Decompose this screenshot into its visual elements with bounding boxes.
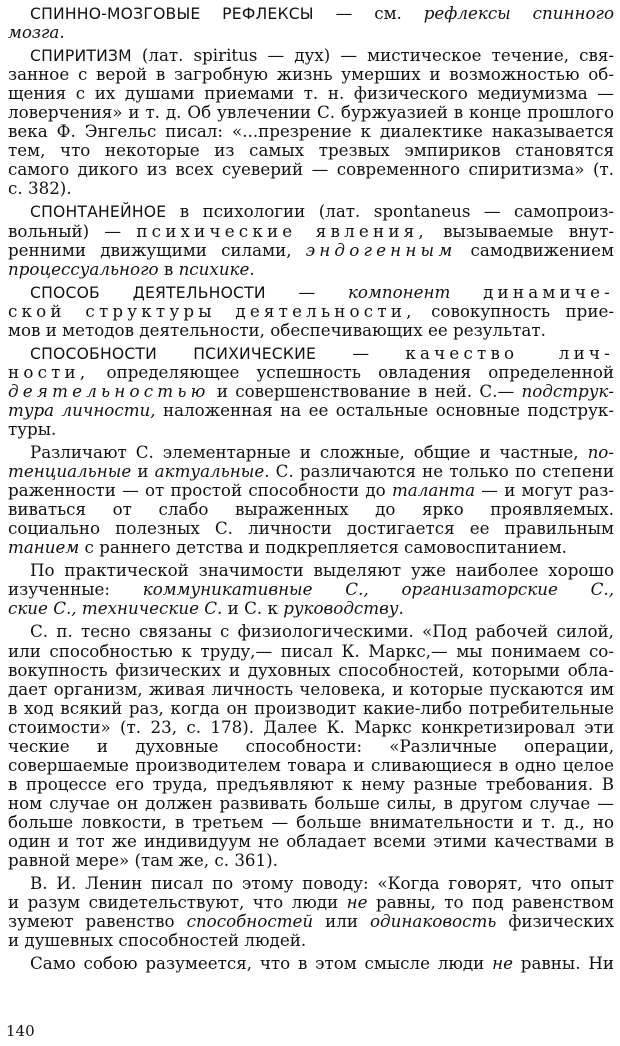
- text-line: ном случае он должен развивать больше силы, в другом случае —: [8, 793, 614, 813]
- text-line: ловерчения» и т. д. Об увлечении С. буржуазией в конце прошлого: [8, 103, 614, 123]
- text-line: мов и методов деятельности, обеспечивающих ее результат.: [8, 320, 546, 340]
- text-line: ности, определяющее успешность овладения определенной: [8, 362, 614, 382]
- text-line: Само собою разумеется, что в этом смысле люди не равны. Ни: [30, 954, 614, 974]
- text-line: в ход всякий раз, когда он производит какие-либо потребительные: [8, 698, 614, 718]
- text-line: деятельностью и совершенствование в ней. С.— подструк-: [8, 381, 614, 401]
- text-line: стоимости» (т. 23, с. 178). Далее К. Маркс конкретизировал эти: [8, 717, 614, 737]
- text-line: танием с раннего детства и подкрепляется самовоспитанием.: [8, 538, 567, 558]
- text-line: занное с верой в загробную жизнь умерших и возможностью об-: [8, 65, 614, 85]
- text-line: самого дикого из всех суеверий — современного спиритизма» (т.: [8, 160, 614, 180]
- text-line: в процессе его труда, предъявляют к нему разные требования. В: [8, 774, 614, 794]
- text-line: с. 382).: [8, 179, 72, 199]
- text-line: ской структуры деятельности, совокупность прие-: [8, 301, 614, 321]
- text-line: Различают С. элементарные и сложные, общие и частные, по-: [30, 443, 614, 463]
- text-line: СПОСОБ ДЕЯТЕЛЬНОСТИ — компонент динамиче-: [30, 282, 614, 302]
- text-line: тенциальные и актуальные. С. различаются не только по степени: [8, 462, 614, 482]
- text-line: изученные: коммуникативные С., организаторские С.,: [8, 580, 614, 600]
- text-line: С. п. тесно связаны с физиологическими. «Под рабочей силой,: [30, 622, 614, 642]
- text-line: вольный) — психические явления, вызываемые внут-: [8, 221, 614, 241]
- text-line: больше ловкости, в третьем — больше внимательности и т. д., но: [8, 812, 614, 832]
- text-line: социально полезных С. личности достигается ее правильным: [8, 519, 614, 539]
- text-line: совершаемые производителем товара и сливающиеся в одно целое: [8, 755, 614, 775]
- text-line: ренними движущими силами, эндогенным самодвижением: [8, 240, 614, 260]
- text-line: щения с их душами приемами т. н. физического медиумизма —: [8, 84, 614, 104]
- page-number: 140: [6, 1022, 35, 1040]
- text-line: равной мере» (там же, с. 361).: [8, 851, 278, 871]
- text-line: века Ф. Энгельс писал: «...презрение к диалектике наказывается: [8, 122, 614, 142]
- text-line: По практической значимости выделяют уже наиболее хорошо: [30, 561, 614, 581]
- text-line: вокупность физических и духовных способностей, которыми обла-: [8, 660, 614, 680]
- text-line: раженности — от простой способности до таланта — и могут раз-: [8, 481, 614, 501]
- text-line: или способностью к труду,— писал К. Маркс,— мы понимаем со-: [8, 641, 614, 661]
- text-line: тура личности, наложенная на ее остальные основные подструк-: [8, 400, 614, 420]
- text-line: СПИННО-МОЗГОВЫЕ РЕФЛЕКСЫ — см. рефлексы спинного: [30, 4, 614, 23]
- text-line: туры.: [8, 419, 57, 439]
- text-line: и разум свидетельствуют, что люди не равны, то под равенством: [8, 893, 614, 913]
- text-line: и душевных способностей людей.: [8, 931, 307, 951]
- text-line: мозга.: [8, 23, 65, 43]
- text-line: процессуального в психике.: [8, 259, 255, 279]
- text-line: зумеют равенство способностей или одинаковость физических: [8, 912, 614, 932]
- text-line: СПОНТАНЕЙНОЕ в психологии (лат. spontaneus — самопроиз-: [30, 202, 614, 222]
- text-line: один и тот же индивидуум не обладает всеми этими качествами в: [8, 831, 614, 851]
- text-line: тем, что некоторые из самых трезвых эмпириков становятся: [8, 141, 614, 161]
- text-line: ские С., технические С. и С. к руководству.: [8, 599, 404, 619]
- text-line: СПИРИТИЗМ (лат. spiritus — дух) — мистическое течение, свя-: [30, 46, 614, 66]
- text-line: В. И. Ленин писал по этому поводу: «Когда говорят, что опыт: [30, 874, 614, 894]
- text-line: дает организм, живая личность человека, и которые пускаются им: [8, 679, 614, 699]
- text-line: виваться от слабо выраженных до ярко проявляемых.: [8, 500, 614, 520]
- text-line: ческие и духовные способности: «Различные операции,: [8, 736, 614, 756]
- text-line: СПОСОБНОСТИ ПСИХИЧЕСКИЕ — качество лич-: [30, 343, 614, 363]
